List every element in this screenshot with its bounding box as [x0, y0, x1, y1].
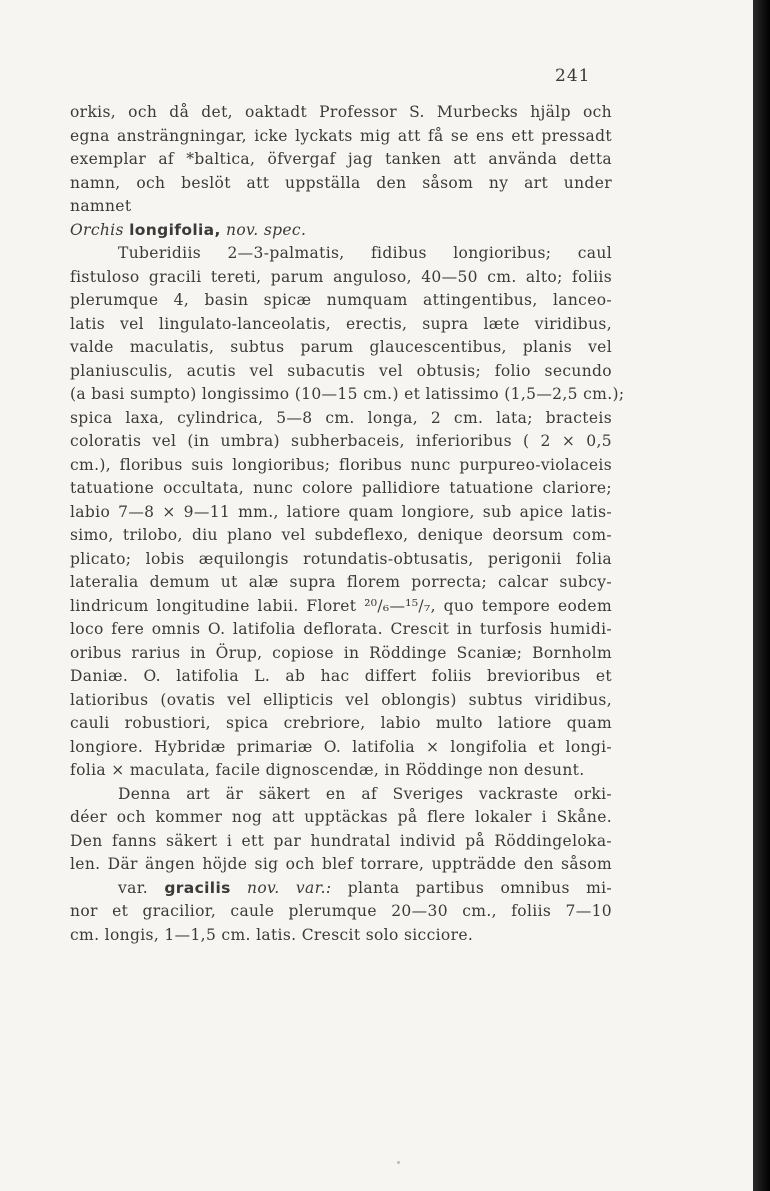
text-line: latis vel lingulato-lanceolatis, erectis, supra læte viridibus, — [70, 314, 612, 333]
title-note: nov. spec. — [225, 220, 307, 239]
text-line: orkis, och då det, oaktadt Professor S. Murbecks hjälp och — [70, 103, 612, 121]
text-line: longiore. Hybridæ primariæ O. latifolia × longifolia et longi- — [70, 737, 612, 756]
text-line: exemplar af *baltica, öfvergaf jag tanken att använda detta — [70, 150, 612, 168]
text-line: cauli robustiori, spica crebriore, labio multo latiore quam — [70, 714, 612, 732]
text-line: plicato; lobis æquilongis rotundatis-obtusatis, perigonii folia — [70, 549, 612, 568]
text-block — [70, 101, 625, 947]
speck-mark — [397, 1161, 400, 1164]
text-line: labio 7—8 × 9—11 mm., latiore quam longiore, sub apice latis- — [70, 502, 612, 521]
text-line: Den fanns säkert i ett par hundratal individ på Röddingeloka- — [70, 831, 612, 850]
text-line: nor et gracilior, caule plerumque 20—30 cm., foliis 7—10 — [70, 902, 612, 920]
variety-line — [70, 877, 612, 901]
text-line: coloratis vel (in umbra) subherbaceis, inferioribus ( 2 × 0,5 — [70, 432, 612, 450]
text-line: valde maculatis, subtus parum glaucescentibus, planis vel — [70, 338, 612, 356]
text-line: fistuloso gracili tereti, parum anguloso, 40—50 cm. alto; foliis — [70, 267, 612, 286]
text-line: len. Där ängen höjde sig och blef torrare, uppträdde den såsom — [70, 855, 612, 873]
title-genus: Orchis — [70, 220, 124, 239]
text-line: Daniæ. O. latifolia L. ab hac differt foliis brevioribus et — [70, 667, 612, 685]
text-line: egna ansträngningar, icke lyckats mig att få se ens ett pressadt — [70, 126, 612, 145]
text-line: spica laxa, cylindrica, 5—8 cm. longa, 2 cm. lata; bracteis — [70, 408, 612, 427]
species-title — [70, 219, 612, 243]
page-edge-shadow — [753, 0, 770, 1191]
text-line: Denna art är säkert en af Sveriges vackraste orki- — [118, 784, 612, 803]
text-line: lindricum longitudine labii. Floret ²⁰/₆—¹⁵/₇, quo tempore eodem — [70, 596, 612, 615]
variety-prefix: var. — [118, 878, 149, 897]
text-line: oribus rarius in Örup, copiose in Röddinge Scaniæ; Bornholm — [70, 643, 612, 662]
swedish-paragraph — [70, 783, 612, 948]
text-line: lateralia demum ut alæ supra florem porrecta; calcar subcy- — [70, 573, 612, 591]
text-line: cm. longis, 1—1,5 cm. latis. Crescit solo sicciore. — [70, 925, 474, 944]
text-line: namnet — [70, 197, 132, 215]
intro-paragraph — [70, 101, 612, 219]
text-line: planiusculis, acutis vel subacutis vel obtusis; folio secundo — [70, 361, 612, 380]
latin-description — [70, 242, 625, 783]
text-line: tatuatione occultata, nunc colore pallidiore tatuatione clariore; — [70, 479, 612, 497]
text-line: loco fere omnis O. latifolia deflorata. Crescit in turfosis humidi- — [70, 620, 612, 638]
text-line: déer och kommer nog att upptäckas på flere lokaler i Skåne. — [70, 808, 612, 826]
variety-note: nov. var.: — [247, 878, 332, 897]
text-line: Tuberidiis 2—3-palmatis, fidibus longioribus; caul — [118, 244, 612, 262]
text-line: plerumque 4, basin spicæ numquam attingentibus, lanceo- — [70, 291, 612, 309]
text-line: latioribus (ovatis vel ellipticis vel oblongis) subtus viridibus, — [70, 690, 612, 709]
text-line: folia × maculata, facile dignoscendæ, in Röddinge non desunt. — [70, 761, 585, 779]
text-line: cm.), floribus suis longioribus; floribus nunc purpureo-violaceis — [70, 455, 612, 474]
variety-name: gracilis — [164, 878, 231, 897]
text-line: namn, och beslöt att uppställa den såsom ny art under — [70, 173, 612, 192]
page-number: 241 — [555, 66, 591, 86]
title-species: longifolia, — [129, 220, 221, 239]
text-line: (a basi sumpto) longissimo (10—15 cm.) et latissimo (1,5—2,5 cm.); — [70, 385, 625, 403]
variety-rest: planta partibus omnibus mi- — [347, 878, 613, 897]
text-line: simo, trilobo, diu plano vel subdeflexo, denique deorsum com- — [70, 526, 612, 544]
